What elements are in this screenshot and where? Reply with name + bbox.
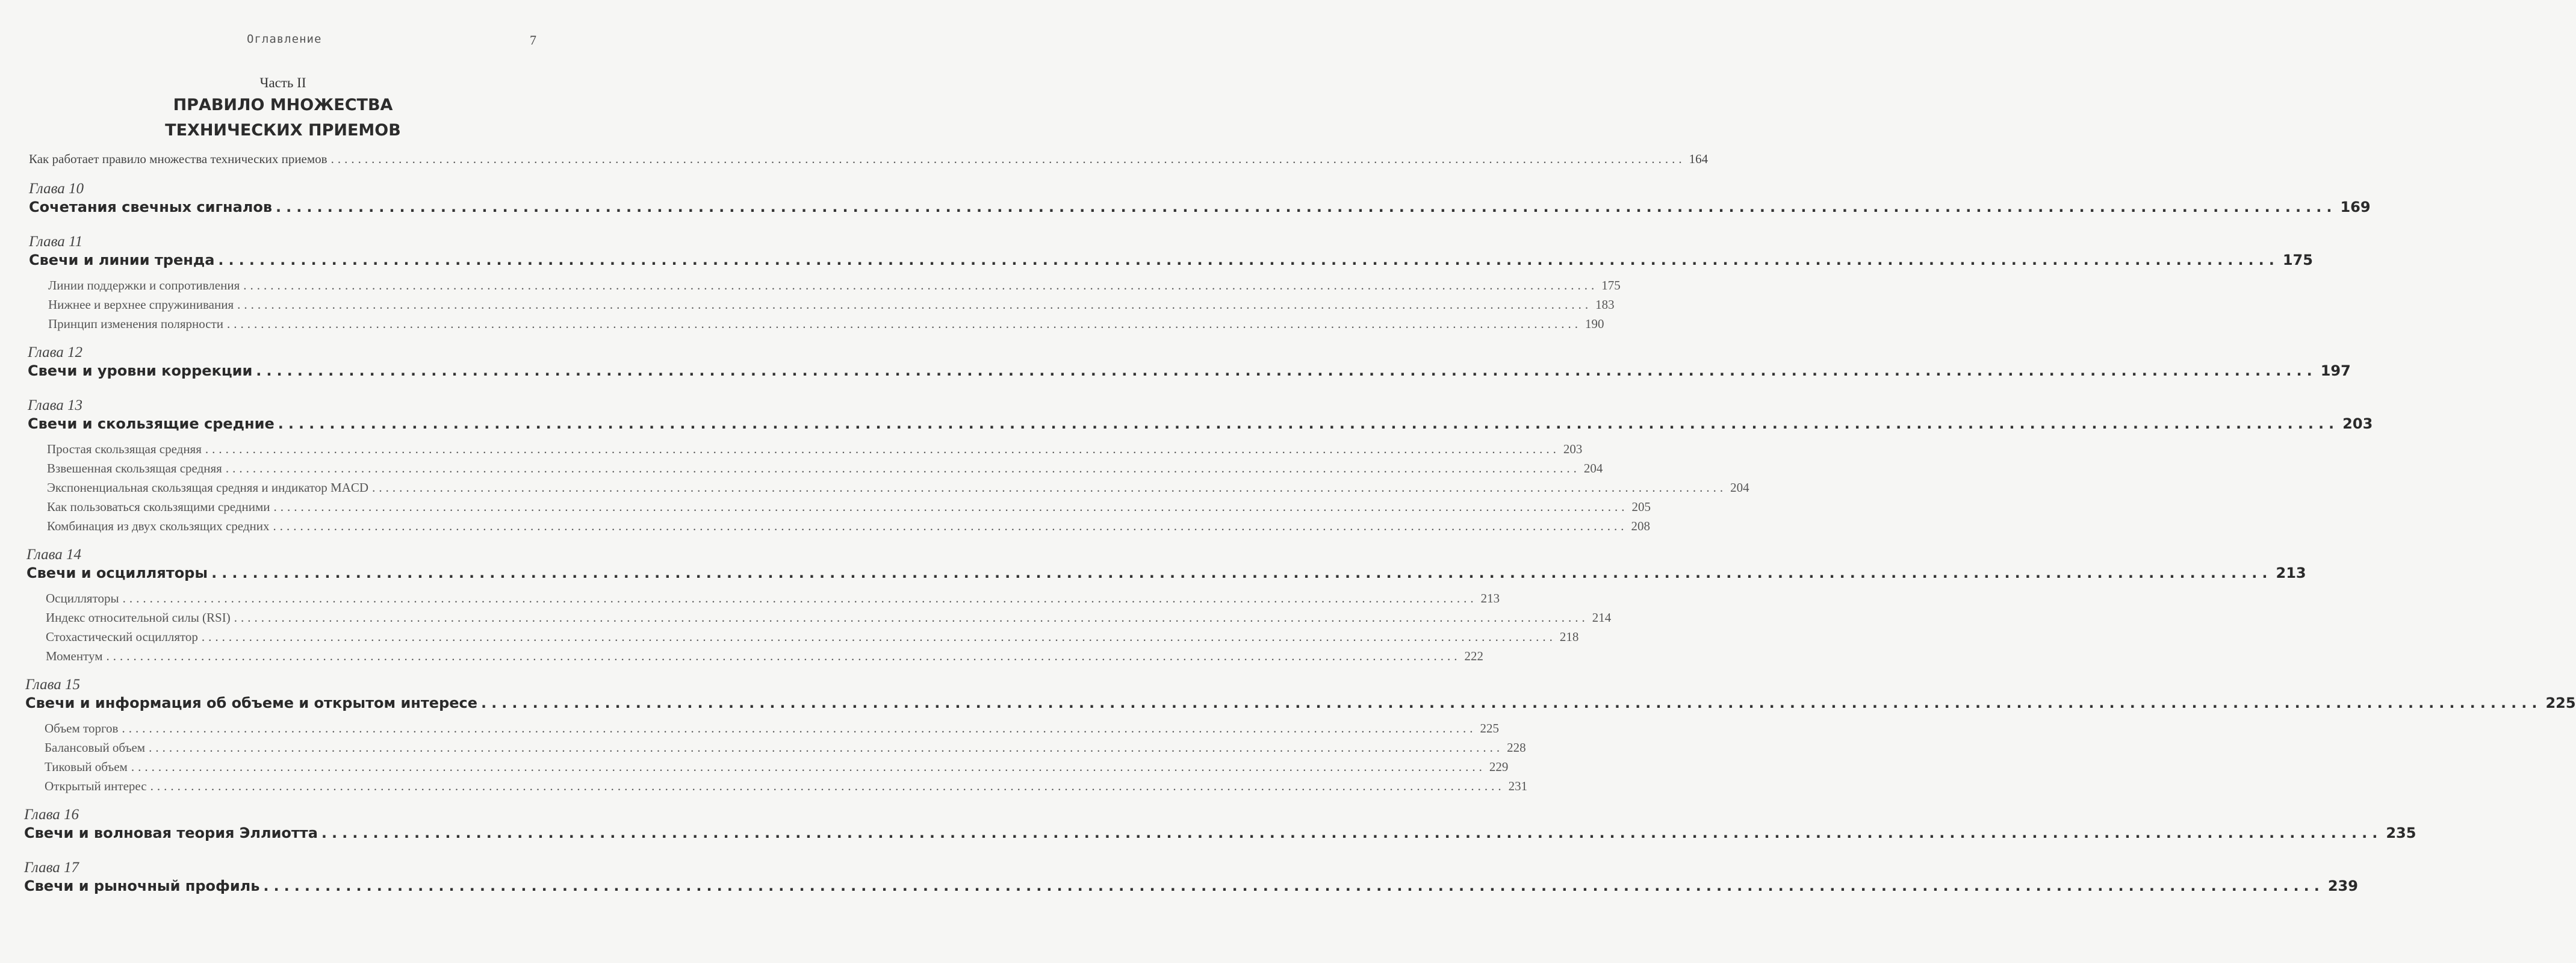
toc-chapter-entry[interactable] bbox=[24, 878, 2358, 904]
section-title: Экспоненциальная скользящая средняя и индикатор MACD bbox=[47, 480, 369, 495]
dot-leader: ........................................................................................................................................................................................................ bbox=[211, 565, 2273, 581]
chapter-page: 225 bbox=[2545, 695, 2576, 711]
dot-leader: ........................................................................................................................................................................................................ bbox=[225, 461, 1580, 475]
section-title: Моментум bbox=[46, 649, 103, 663]
dot-leader: ........................................................................................................................................................................................................ bbox=[481, 695, 2542, 711]
section-title: Как пользоваться скользящими средними bbox=[47, 500, 270, 514]
dot-leader: ........................................................................................................................................................................................................ bbox=[122, 721, 1477, 735]
chapter-title: Свечи и рыночный профиль bbox=[24, 878, 260, 894]
toc-chapter-entry[interactable] bbox=[29, 252, 2313, 278]
section-title: Балансовый объем bbox=[45, 740, 146, 755]
chapter-label: Глава 13 bbox=[28, 397, 83, 413]
toc-section-entry[interactable] bbox=[47, 519, 1651, 538]
part-heading bbox=[0, 75, 566, 142]
toc-chapter-entry[interactable] bbox=[25, 695, 2576, 721]
section-page: 183 bbox=[1595, 297, 1615, 312]
chapter-title: Свечи и уровни коррекции bbox=[28, 362, 253, 379]
dot-leader: ........................................................................................................................................................................................................ bbox=[201, 630, 1556, 644]
part-title-line-2: ТЕХНИЧЕСКИХ ПРИЕМОВ bbox=[165, 121, 401, 140]
chapter-label: Глава 14 bbox=[26, 547, 82, 563]
section-page: 190 bbox=[1585, 317, 1604, 331]
dot-leader: ........................................................................................................................................................................................................ bbox=[273, 519, 1628, 533]
chapter-label: Глава 17 bbox=[24, 859, 79, 876]
toc-section-entry[interactable] bbox=[46, 591, 1500, 610]
part-label: Часть II bbox=[259, 75, 306, 90]
section-page: 208 bbox=[1631, 519, 1651, 533]
chapter-title: Свечи и линии тренда bbox=[29, 252, 215, 268]
toc-chapter-entry[interactable] bbox=[24, 825, 2416, 851]
dot-leader: ........................................................................................................................................................................................................ bbox=[276, 199, 2337, 215]
running-title: Оглавление bbox=[247, 33, 322, 46]
toc-section-entry[interactable] bbox=[45, 779, 1528, 798]
chapter-page: 239 bbox=[2327, 878, 2358, 894]
dot-leader: ........................................................................................................................................................................................................ bbox=[131, 760, 1486, 774]
section-page: 204 bbox=[1730, 480, 1749, 495]
dot-leader: ........................................................................................................................................................................................................ bbox=[372, 480, 1727, 495]
section-page: 214 bbox=[1592, 610, 1612, 625]
chapter-title: Свечи и скользящие средние bbox=[28, 415, 275, 432]
section-title: Простая скользящая средняя bbox=[47, 442, 202, 456]
section-title: Тиковый объем bbox=[45, 760, 128, 774]
toc-section-entry[interactable] bbox=[47, 480, 1749, 500]
section-title: Стохастический осциллятор bbox=[46, 630, 198, 644]
chapter-page: 213 bbox=[2276, 565, 2306, 581]
toc-section-entry[interactable] bbox=[47, 461, 1603, 480]
section-page: 231 bbox=[1508, 779, 1528, 793]
chapter-title: Свечи и волновая теория Эллиотта bbox=[24, 825, 318, 841]
chapter-label: Глава 15 bbox=[25, 677, 81, 693]
section-title: Объем торгов bbox=[45, 721, 119, 735]
chapter-label: Глава 12 bbox=[28, 344, 83, 361]
dot-leader: ........................................................................................................................................................................................................ bbox=[263, 878, 2324, 894]
section-page: 175 bbox=[1601, 278, 1621, 293]
section-page: 205 bbox=[1631, 500, 1651, 514]
toc-section-entry[interactable] bbox=[46, 610, 1612, 630]
section-page: 204 bbox=[1583, 461, 1603, 475]
section-page: 213 bbox=[1480, 591, 1500, 605]
toc-entry-title: Как работает правило множества технических приемов bbox=[29, 152, 327, 166]
section-title: Линии поддержки и сопротивления bbox=[48, 278, 240, 293]
toc-section-entry[interactable] bbox=[47, 442, 1583, 461]
chapter-label: Глава 10 bbox=[29, 181, 84, 197]
section-title: Принцип изменения полярности bbox=[48, 317, 223, 331]
dot-leader: ........................................................................................................................................................................................................ bbox=[321, 825, 2383, 841]
dot-leader: ........................................................................................................................................................................................................ bbox=[227, 317, 1581, 331]
table-of-contents bbox=[0, 152, 2576, 904]
section-title: Комбинация из двух скользящих средних bbox=[47, 519, 270, 533]
dot-leader: ........................................................................................................................................................................................................ bbox=[218, 252, 2279, 268]
dot-leader: ........................................................................................................................................................................................................ bbox=[205, 442, 1560, 456]
toc-section-entry[interactable] bbox=[48, 317, 1604, 336]
dot-leader: ........................................................................................................................................................................................................ bbox=[234, 610, 1589, 625]
toc-section-entry[interactable] bbox=[48, 278, 1621, 297]
dot-leader: ........................................................................................................................................................................................................ bbox=[256, 362, 2317, 379]
toc-section-entry[interactable] bbox=[45, 721, 1499, 740]
chapter-page: 203 bbox=[2342, 415, 2373, 432]
running-head bbox=[0, 33, 618, 51]
toc-chapter-entry[interactable] bbox=[28, 415, 2373, 442]
chapter-page: 197 bbox=[2320, 362, 2351, 379]
chapter-title: Свечи и осцилляторы bbox=[26, 565, 208, 581]
chapter-title: Сочетания свечных сигналов bbox=[29, 199, 273, 215]
dot-leader: ........................................................................................................................................................................................................ bbox=[243, 278, 1598, 293]
section-page: 203 bbox=[1563, 442, 1583, 456]
toc-section-entry[interactable] bbox=[47, 500, 1651, 519]
dot-leader: ........................................................................................................................................................................................................ bbox=[122, 591, 1477, 605]
chapter-label: Глава 11 bbox=[29, 234, 83, 250]
section-title: Нижнее и верхнее спружинивания bbox=[48, 297, 234, 312]
chapter-title: Свечи и информация об объеме и открытом интересе bbox=[25, 695, 478, 711]
dot-leader: ........................................................................................................................................................................................................ bbox=[278, 415, 2339, 432]
toc-entry-page: 164 bbox=[1689, 152, 1709, 166]
page-number: 7 bbox=[530, 33, 536, 48]
toc-chapter-entry[interactable] bbox=[29, 199, 2371, 225]
section-title: Осцилляторы bbox=[46, 591, 119, 605]
section-page: 218 bbox=[1559, 630, 1579, 644]
dot-leader: ........................................................................................................................................................................................................ bbox=[150, 779, 1505, 793]
toc-section-entry[interactable] bbox=[45, 760, 1509, 779]
chapter-page: 175 bbox=[2282, 252, 2313, 268]
toc-chapter-entry[interactable] bbox=[28, 362, 2351, 389]
dot-leader: ........................................................................................................................................................................................................ bbox=[106, 649, 1461, 663]
toc-section-entry[interactable] bbox=[46, 630, 1579, 649]
section-page: 222 bbox=[1464, 649, 1484, 663]
dot-leader: ........................................................................................................................................................................................................ bbox=[273, 500, 1628, 514]
dot-leader: ........................................................................................................................................................................................................ bbox=[149, 740, 1504, 755]
chapter-label: Глава 16 bbox=[24, 807, 79, 823]
toc-chapter-entry[interactable] bbox=[26, 565, 2306, 591]
part-title-line-1: ПРАВИЛО МНОЖЕСТВА bbox=[173, 96, 393, 114]
dot-leader: ........................................................................................................................................................................................................ bbox=[331, 152, 1686, 166]
chapter-page: 169 bbox=[2340, 199, 2371, 215]
toc-intro-entry[interactable] bbox=[29, 152, 1709, 172]
section-title: Взвешенная скользящая средняя bbox=[47, 461, 222, 475]
toc-section-entry[interactable] bbox=[48, 297, 1615, 317]
toc-section-entry[interactable] bbox=[45, 740, 1526, 760]
section-page: 225 bbox=[1480, 721, 1499, 735]
section-title: Индекс относительной силы (RSI) bbox=[46, 610, 231, 625]
section-page: 228 bbox=[1507, 740, 1526, 755]
dot-leader: ........................................................................................................................................................................................................ bbox=[237, 297, 1592, 312]
toc-section-entry[interactable] bbox=[46, 649, 1484, 668]
section-title: Открытый интерес bbox=[45, 779, 147, 793]
section-page: 229 bbox=[1489, 760, 1509, 774]
chapter-page: 235 bbox=[2386, 825, 2416, 841]
